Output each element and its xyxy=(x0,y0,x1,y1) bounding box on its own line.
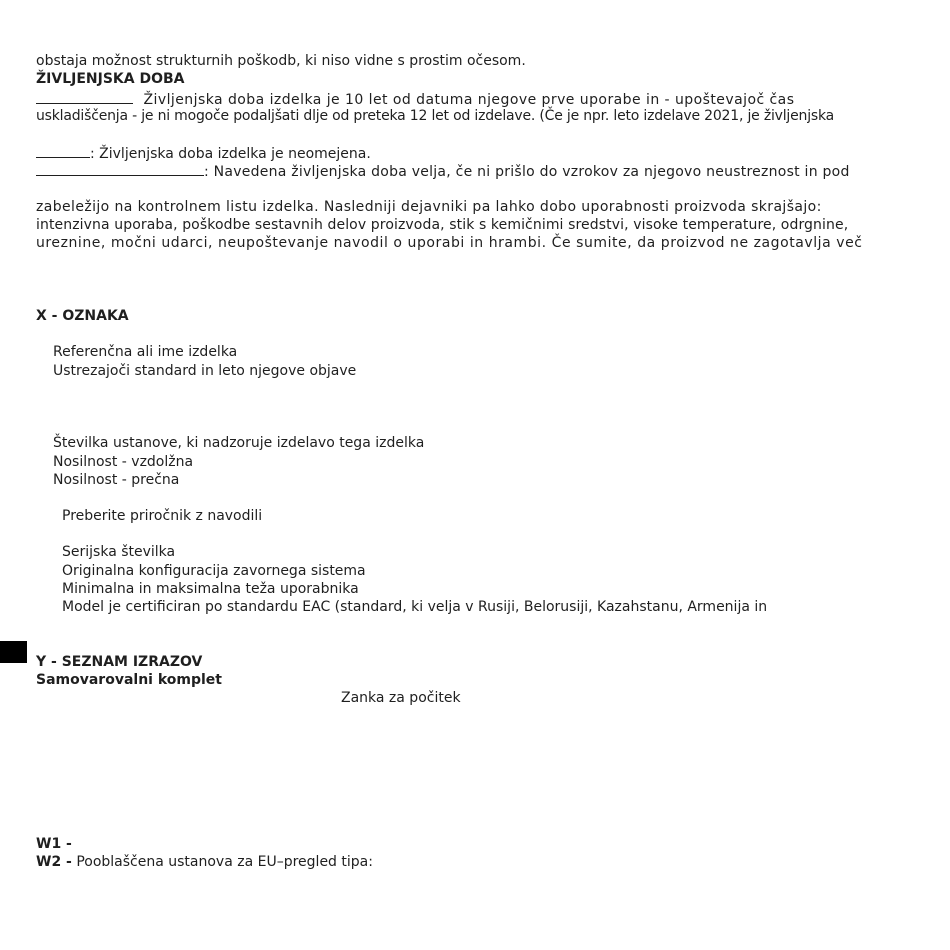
marking-item: Številka ustanove, ki nadzoruje izdelavo tega izdelka xyxy=(53,435,425,451)
marking-item: Originalna konfiguracija zavornega sistema xyxy=(62,563,366,579)
page-edge-tab xyxy=(0,641,27,663)
marking-item: Serijska številka xyxy=(62,544,176,560)
lifetime-line-1: Življenjska doba izdelka je 10 let od datuma njegove prve uporabe in - upoštevajoč čas xyxy=(36,89,794,107)
intro-line: obstaja možnost strukturnih poškodb, ki niso vidne s prostim očesom. xyxy=(36,53,526,69)
fill-in-blank xyxy=(36,161,204,176)
marking-item: Model je certificiran po standardu EAC (standard, ki velja v Rusiji, Belorusiji, Kazahstanu, Armenija in xyxy=(62,599,768,615)
unlimited-lifetime-line: : Življenjska doba izdelka je neomejena. xyxy=(36,143,371,161)
x-section-heading: X - OZNAKA xyxy=(36,308,129,324)
factors-line-3: ureznine, močni udarci, neupoštevanje navodil o uporabi in hrambi. Če sumite, da proizvod ne zagotavlja več xyxy=(36,235,863,251)
w2-line xyxy=(36,853,373,871)
marking-item: Ustrezajoči standard in leto njegove objave xyxy=(53,363,357,379)
w2-text: Pooblaščena ustanova za EU–pregled tipa: xyxy=(71,854,373,870)
factors-line-1: zabeležijo na kontrolnem listu izdelka. Nasledniji dejavniki pa lahko dobo uporabnosti proizvoda skrajšajo: xyxy=(36,199,822,215)
fill-in-blank xyxy=(36,89,133,104)
w2-label: W2 - xyxy=(36,854,72,870)
lifetime-heading: ŽIVLJENJSKA DOBA xyxy=(36,71,185,87)
marking-item: Nosilnost - vzdolžna xyxy=(53,454,194,470)
factors-line-2: intenzivna uporaba, poškodbe sestavnih delov proizvoda, stik s kemičnimi sredstvi, visoke temperature, odrgnine, xyxy=(36,217,849,233)
lifetime-condition-line: : Navedena življenjska doba velja, če ni prišlo do vzrokov za njegovo neustreznost in pod xyxy=(36,161,850,179)
lifetime-line-2: uskladiščenja - je ni mogoče podaljšati dlje od preteka 12 let od izdelave. (Če je npr. leto izdelave 2021, je življenjska xyxy=(36,108,835,124)
y-section-heading: Y - SEZNAM IZRAZOV xyxy=(36,654,203,670)
fill-in-blank xyxy=(36,143,90,158)
read-manual-item: Preberite priročnik z navodili xyxy=(62,508,263,524)
marking-item: Nosilnost - prečna xyxy=(53,472,180,488)
marking-item: Minimalna in maksimalna teža uporabnika xyxy=(62,581,359,597)
glossary-term: Zanka za počitek xyxy=(341,690,461,706)
w1-label: W1 - xyxy=(36,836,72,852)
marking-item: Referenčna ali ime izdelka xyxy=(53,344,238,360)
y-section-subheading: Samovarovalni komplet xyxy=(36,672,222,688)
